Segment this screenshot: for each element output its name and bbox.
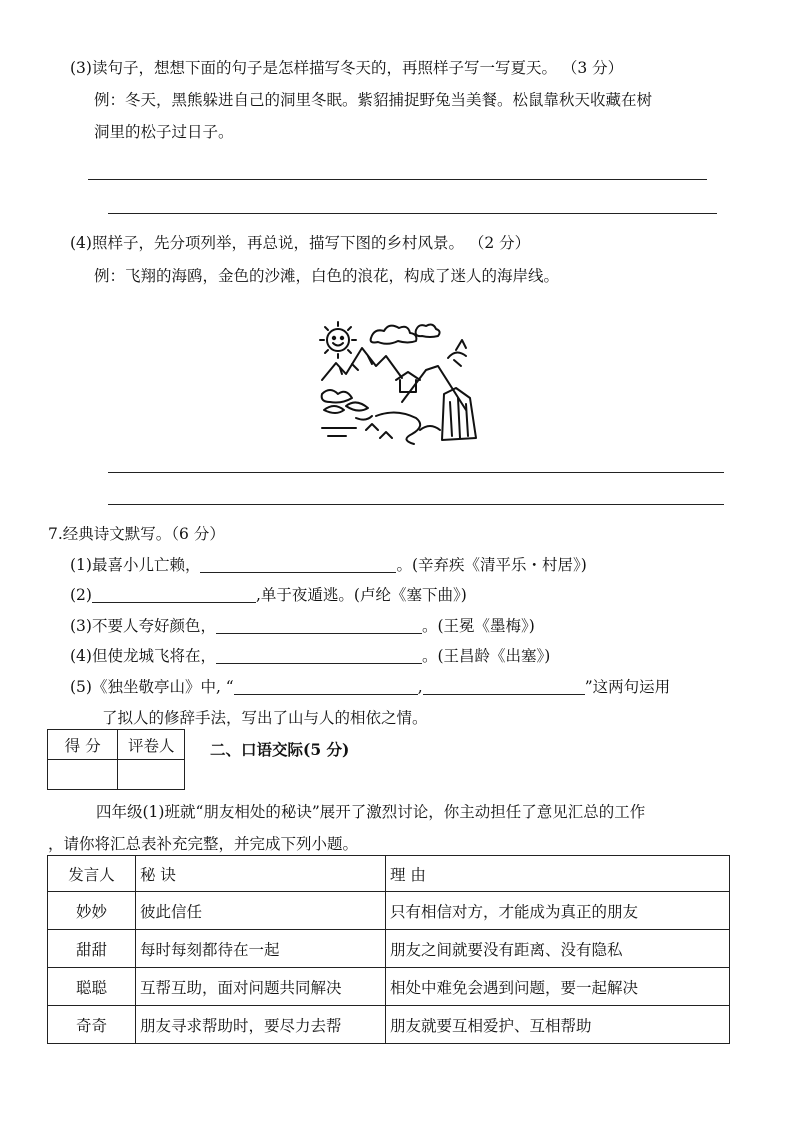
header-reason: 理 由 xyxy=(386,856,730,892)
q7-item-5-blank-1[interactable] xyxy=(234,678,418,695)
q7-item-2-text: (2) xyxy=(70,586,92,604)
table-row xyxy=(48,930,730,968)
q7-item-3-source: 。(王冕《墨梅》) xyxy=(421,617,535,635)
q3-example-line1: 例：冬天，黑熊躲进自己的洞里冬眠。紫貂捕捉野兔当美餐。松鼠靠秋天收藏在树 xyxy=(94,91,653,109)
secret-cell: 朋友寻求帮助时，要尽力去帮 xyxy=(136,1006,386,1044)
q7-item-1-source: 。(辛弃疾《清平乐・村居》) xyxy=(396,556,587,574)
table-row xyxy=(48,892,730,930)
reason-cell: 只有相信对方，才能成为真正的朋友 xyxy=(386,892,730,930)
q7-item-2 xyxy=(70,585,467,605)
secret-cell: 彼此信任 xyxy=(136,892,386,930)
secret-cell: 互帮互助，面对问题共同解决 xyxy=(136,968,386,1006)
q3-example-line2: 洞里的松子过日子。 xyxy=(94,123,234,141)
q7-item-5-line2: 了拟人的修辞手法，写出了山与人的相依之情。 xyxy=(102,709,428,727)
q7-item-4-source: 。(王昌龄《出塞》) xyxy=(421,647,551,665)
score-label: 得 分 xyxy=(48,730,118,760)
q7-item-1-blank[interactable] xyxy=(200,556,396,573)
speaker-cell: 聪聪 xyxy=(48,968,136,1006)
speaker-cell: 妙妙 xyxy=(48,892,136,930)
grader-cell[interactable] xyxy=(118,760,185,790)
q4-answer-line-2[interactable] xyxy=(108,504,724,505)
sun-icon xyxy=(320,322,356,358)
q7-item-5-text: (5)《独坐敬亭山》中, “ xyxy=(70,678,234,696)
table-header-row xyxy=(48,856,730,892)
q7-item-4-text: (4)但使龙城飞将在， xyxy=(70,647,216,665)
table-row xyxy=(48,1006,730,1044)
rural-landscape-illustration xyxy=(316,318,482,446)
q4-answer-line-1[interactable] xyxy=(108,472,724,473)
q4-example: 例：飞翔的海鸥，金色的沙滩，白色的浪花，构成了迷人的海岸线。 xyxy=(94,267,560,285)
q7-item-4-blank[interactable] xyxy=(216,647,422,664)
summary-table xyxy=(47,855,730,1044)
speaker-cell: 甜甜 xyxy=(48,930,136,968)
grader-label: 评卷人 xyxy=(118,730,185,760)
section-2-intro-line1: 四年级(1)班就“朋友相处的秘诀”展开了激烈讨论，你主动担任了意见汇总的工作 xyxy=(96,803,646,821)
table-row xyxy=(48,968,730,1006)
q7-item-5-comma: , xyxy=(417,678,423,696)
score-cell[interactable] xyxy=(48,760,118,790)
q7-item-1-text: (1)最喜小儿亡赖， xyxy=(70,556,201,574)
section-2-title: 二、口语交际(5 分) xyxy=(210,740,350,759)
q3-prompt: (3)读句子，想想下面的句子是怎样描写冬天的，再照样子写一写夏天。 （3 分） xyxy=(70,59,624,77)
q7-item-3-blank[interactable] xyxy=(216,617,422,634)
q7-title: 7.经典诗文默写。（6 分） xyxy=(48,525,225,543)
q7-item-5 xyxy=(70,677,670,697)
score-box xyxy=(47,729,185,790)
section-2-intro-line2: ，请你将汇总表补充完整，并完成下列小题。 xyxy=(48,835,359,853)
q7-item-2-source: ,单于夜遁逃。(卢纶《塞下曲》) xyxy=(255,586,467,604)
q7-item-5-tail: ”这两句运用 xyxy=(584,678,671,696)
q3-answer-line-1[interactable] xyxy=(88,179,707,180)
speaker-cell: 奇奇 xyxy=(48,1006,136,1044)
header-secret: 秘 诀 xyxy=(136,856,386,892)
q7-item-3 xyxy=(70,616,535,636)
q7-item-2-blank[interactable] xyxy=(92,586,256,603)
secret-cell: 每时每刻都待在一起 xyxy=(136,930,386,968)
reason-cell: 相处中难免会遇到问题，要一起解决 xyxy=(386,968,730,1006)
header-speaker: 发言人 xyxy=(48,856,136,892)
q7-item-3-text: (3)不要人夸好颜色， xyxy=(70,617,216,635)
q7-item-5-blank-2[interactable] xyxy=(423,678,585,695)
q4-prompt: (4)照样子，先分项列举，再总说，描写下图的乡村风景。 （2 分） xyxy=(70,234,531,252)
reason-cell: 朋友就要互相爱护、互相帮助 xyxy=(386,1006,730,1044)
q7-item-1 xyxy=(70,555,587,575)
q3-answer-line-2[interactable] xyxy=(108,213,717,214)
q7-item-4 xyxy=(70,646,550,666)
reason-cell: 朋友之间就要没有距离、没有隐私 xyxy=(386,930,730,968)
